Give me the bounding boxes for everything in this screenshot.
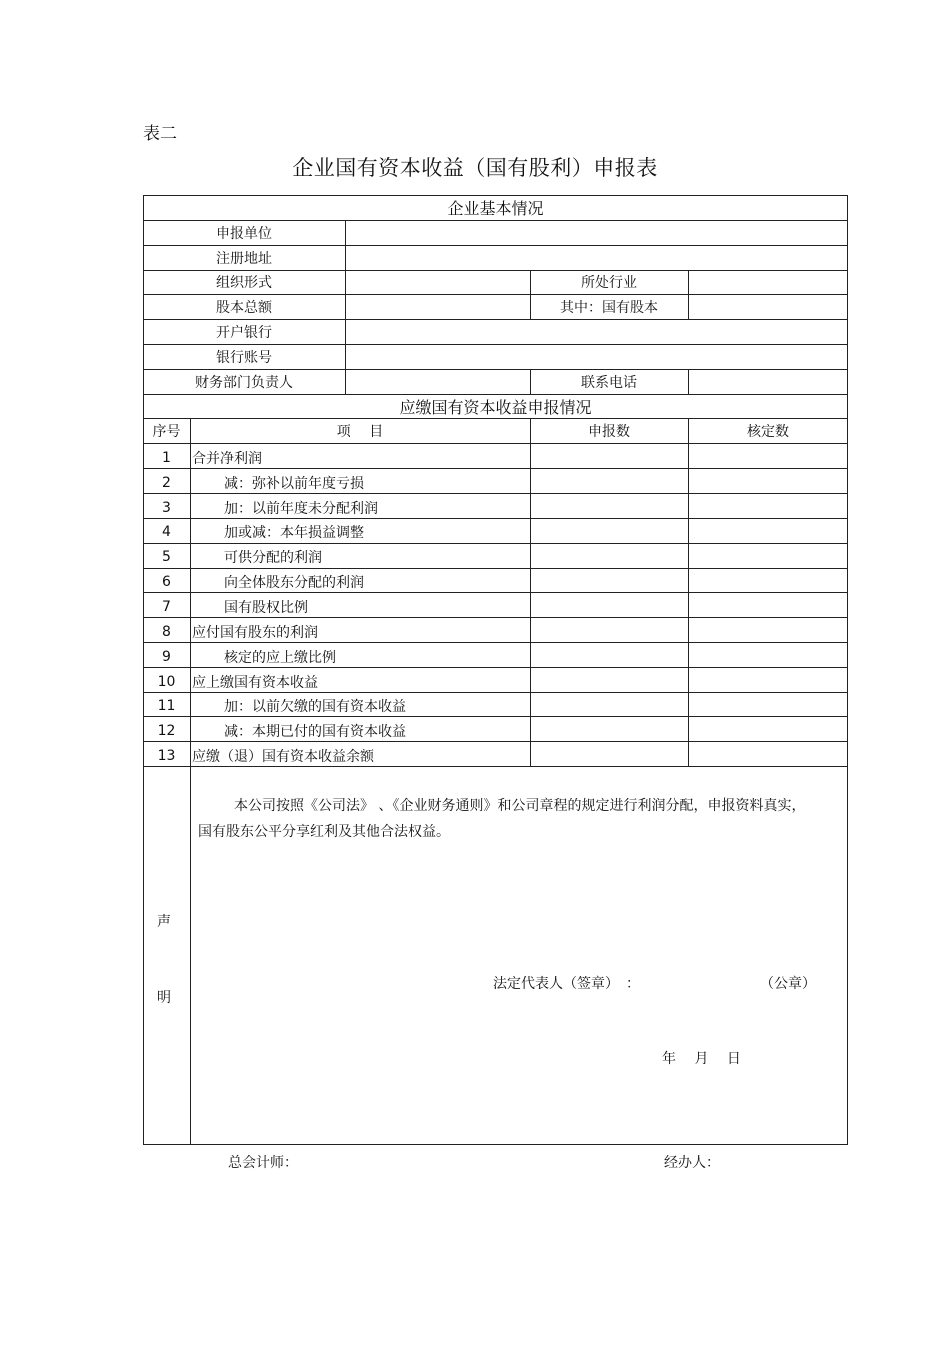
row-approved-field[interactable] bbox=[688, 468, 848, 493]
row-declared-field[interactable] bbox=[530, 542, 688, 567]
industry-field[interactable] bbox=[688, 270, 848, 294]
row-declared-field[interactable] bbox=[530, 443, 688, 468]
row-declared-field[interactable] bbox=[530, 741, 688, 766]
state-share-capital-label: 其中：国有股本 bbox=[560, 299, 658, 316]
chief-accountant-label: 总会计师： bbox=[228, 1155, 298, 1171]
org-form-field[interactable] bbox=[345, 270, 530, 294]
row-approved-field[interactable] bbox=[688, 542, 848, 567]
col-declared-header: 申报数 bbox=[588, 423, 630, 440]
declaration-date: 年 月 日 bbox=[662, 1051, 741, 1067]
row-number: 1 bbox=[162, 449, 171, 466]
row-declared-field[interactable] bbox=[530, 567, 688, 592]
row-approved-field[interactable] bbox=[688, 592, 848, 617]
row-number: 13 bbox=[157, 747, 176, 764]
row-number: 5 bbox=[162, 548, 171, 565]
row-declared-field[interactable] bbox=[530, 667, 688, 692]
row-number: 4 bbox=[162, 524, 171, 540]
row-approved-field[interactable] bbox=[688, 741, 848, 766]
declaration-text: 本公司按照《公司法》 、《企业财务通则》和公司章程的规定进行利润分配，申报资料真实，国有股东公平分享红利及其他合法权益。 bbox=[198, 798, 806, 840]
row-declared-field[interactable] bbox=[530, 642, 688, 667]
row-item-label: 应上缴国有资本收益 bbox=[192, 674, 318, 691]
row-approved-field[interactable] bbox=[688, 667, 848, 692]
declaration-label-2: 明 bbox=[157, 990, 171, 1006]
page-title: 企业国有资本收益（国有股利）申报表 bbox=[292, 156, 658, 180]
row-item-label: 可供分配的利润 bbox=[224, 549, 322, 566]
row-item-label: 加：以前年度未分配利润 bbox=[224, 500, 378, 517]
row-declared-field[interactable] bbox=[530, 518, 688, 542]
phone-field[interactable] bbox=[688, 369, 848, 394]
state-share-capital-field[interactable] bbox=[688, 294, 848, 319]
row-approved-field[interactable] bbox=[688, 716, 848, 741]
row-number: 10 bbox=[157, 673, 176, 690]
row-declared-field[interactable] bbox=[530, 493, 688, 518]
finance-head-field[interactable] bbox=[345, 369, 530, 394]
row-approved-field[interactable] bbox=[688, 567, 848, 592]
bank-field[interactable] bbox=[345, 319, 848, 344]
row-number: 2 bbox=[162, 474, 171, 491]
table-label: 表二 bbox=[143, 124, 177, 144]
row-item-label: 国有股权比例 bbox=[224, 599, 308, 616]
row-item-label: 应缴（退）国有资本收益余额 bbox=[192, 748, 374, 765]
row-item-label: 减：弥补以前年度亏损 bbox=[224, 475, 364, 492]
row-item-label: 核定的应上缴比例 bbox=[224, 649, 336, 666]
row-approved-field[interactable] bbox=[688, 493, 848, 518]
col-approved-header: 核定数 bbox=[747, 423, 789, 440]
row-approved-field[interactable] bbox=[688, 518, 848, 542]
total-share-capital-label: 股本总额 bbox=[216, 299, 272, 316]
bank-label: 开户银行 bbox=[216, 324, 272, 341]
row-declared-field[interactable] bbox=[530, 716, 688, 741]
row-approved-field[interactable] bbox=[688, 692, 848, 716]
finance-head-label: 财务部门负责人 bbox=[195, 374, 293, 391]
row-item-label: 加或减：本年损益调整 bbox=[224, 525, 364, 541]
income-section-heading: 应缴国有资本收益申报情况 bbox=[399, 397, 592, 417]
row-approved-field[interactable] bbox=[688, 617, 848, 642]
col-item-header: 项 目 bbox=[336, 423, 384, 440]
col-seq-header: 序号 bbox=[152, 423, 181, 440]
row-number: 12 bbox=[157, 722, 176, 739]
registered-address-label: 注册地址 bbox=[216, 250, 272, 267]
row-number: 3 bbox=[162, 499, 171, 516]
industry-label: 所处行业 bbox=[581, 275, 637, 291]
total-share-capital-field[interactable] bbox=[345, 294, 530, 319]
phone-label: 联系电话 bbox=[581, 374, 637, 391]
row-declared-field[interactable] bbox=[530, 617, 688, 642]
row-approved-field[interactable] bbox=[688, 642, 848, 667]
bank-account-label: 银行账号 bbox=[216, 349, 272, 366]
declaration-label-1: 声 bbox=[157, 914, 171, 930]
handler-label: 经办人： bbox=[664, 1155, 720, 1171]
declaring-unit-label: 申报单位 bbox=[216, 225, 272, 242]
org-form-label: 组织形式 bbox=[216, 275, 272, 291]
row-declared-field[interactable] bbox=[530, 692, 688, 716]
row-number: 8 bbox=[162, 623, 171, 640]
bank-account-field[interactable] bbox=[345, 344, 848, 369]
row-declared-field[interactable] bbox=[530, 468, 688, 493]
row-number: 6 bbox=[162, 573, 171, 590]
legal-representative-signature: 法定代表人（签章） ： bbox=[493, 976, 640, 992]
report-form bbox=[143, 195, 848, 1145]
row-item-label: 合并净利润 bbox=[192, 450, 262, 467]
company-seal: （公章） bbox=[760, 976, 816, 992]
row-number: 9 bbox=[162, 648, 171, 665]
row-item-label: 减：本期已付的国有资本收益 bbox=[224, 723, 406, 740]
row-item-label: 加：以前欠缴的国有资本收益 bbox=[224, 699, 406, 715]
row-item-label: 向全体股东分配的利润 bbox=[224, 574, 364, 591]
row-number: 11 bbox=[157, 698, 176, 714]
row-declared-field[interactable] bbox=[530, 592, 688, 617]
row-number: 7 bbox=[162, 598, 171, 615]
row-item-label: 应付国有股东的利润 bbox=[192, 624, 318, 641]
registered-address-field[interactable] bbox=[345, 245, 848, 270]
basic-info-heading: 企业基本情况 bbox=[447, 199, 544, 218]
row-approved-field[interactable] bbox=[688, 443, 848, 468]
declaring-unit-field[interactable] bbox=[345, 220, 848, 245]
